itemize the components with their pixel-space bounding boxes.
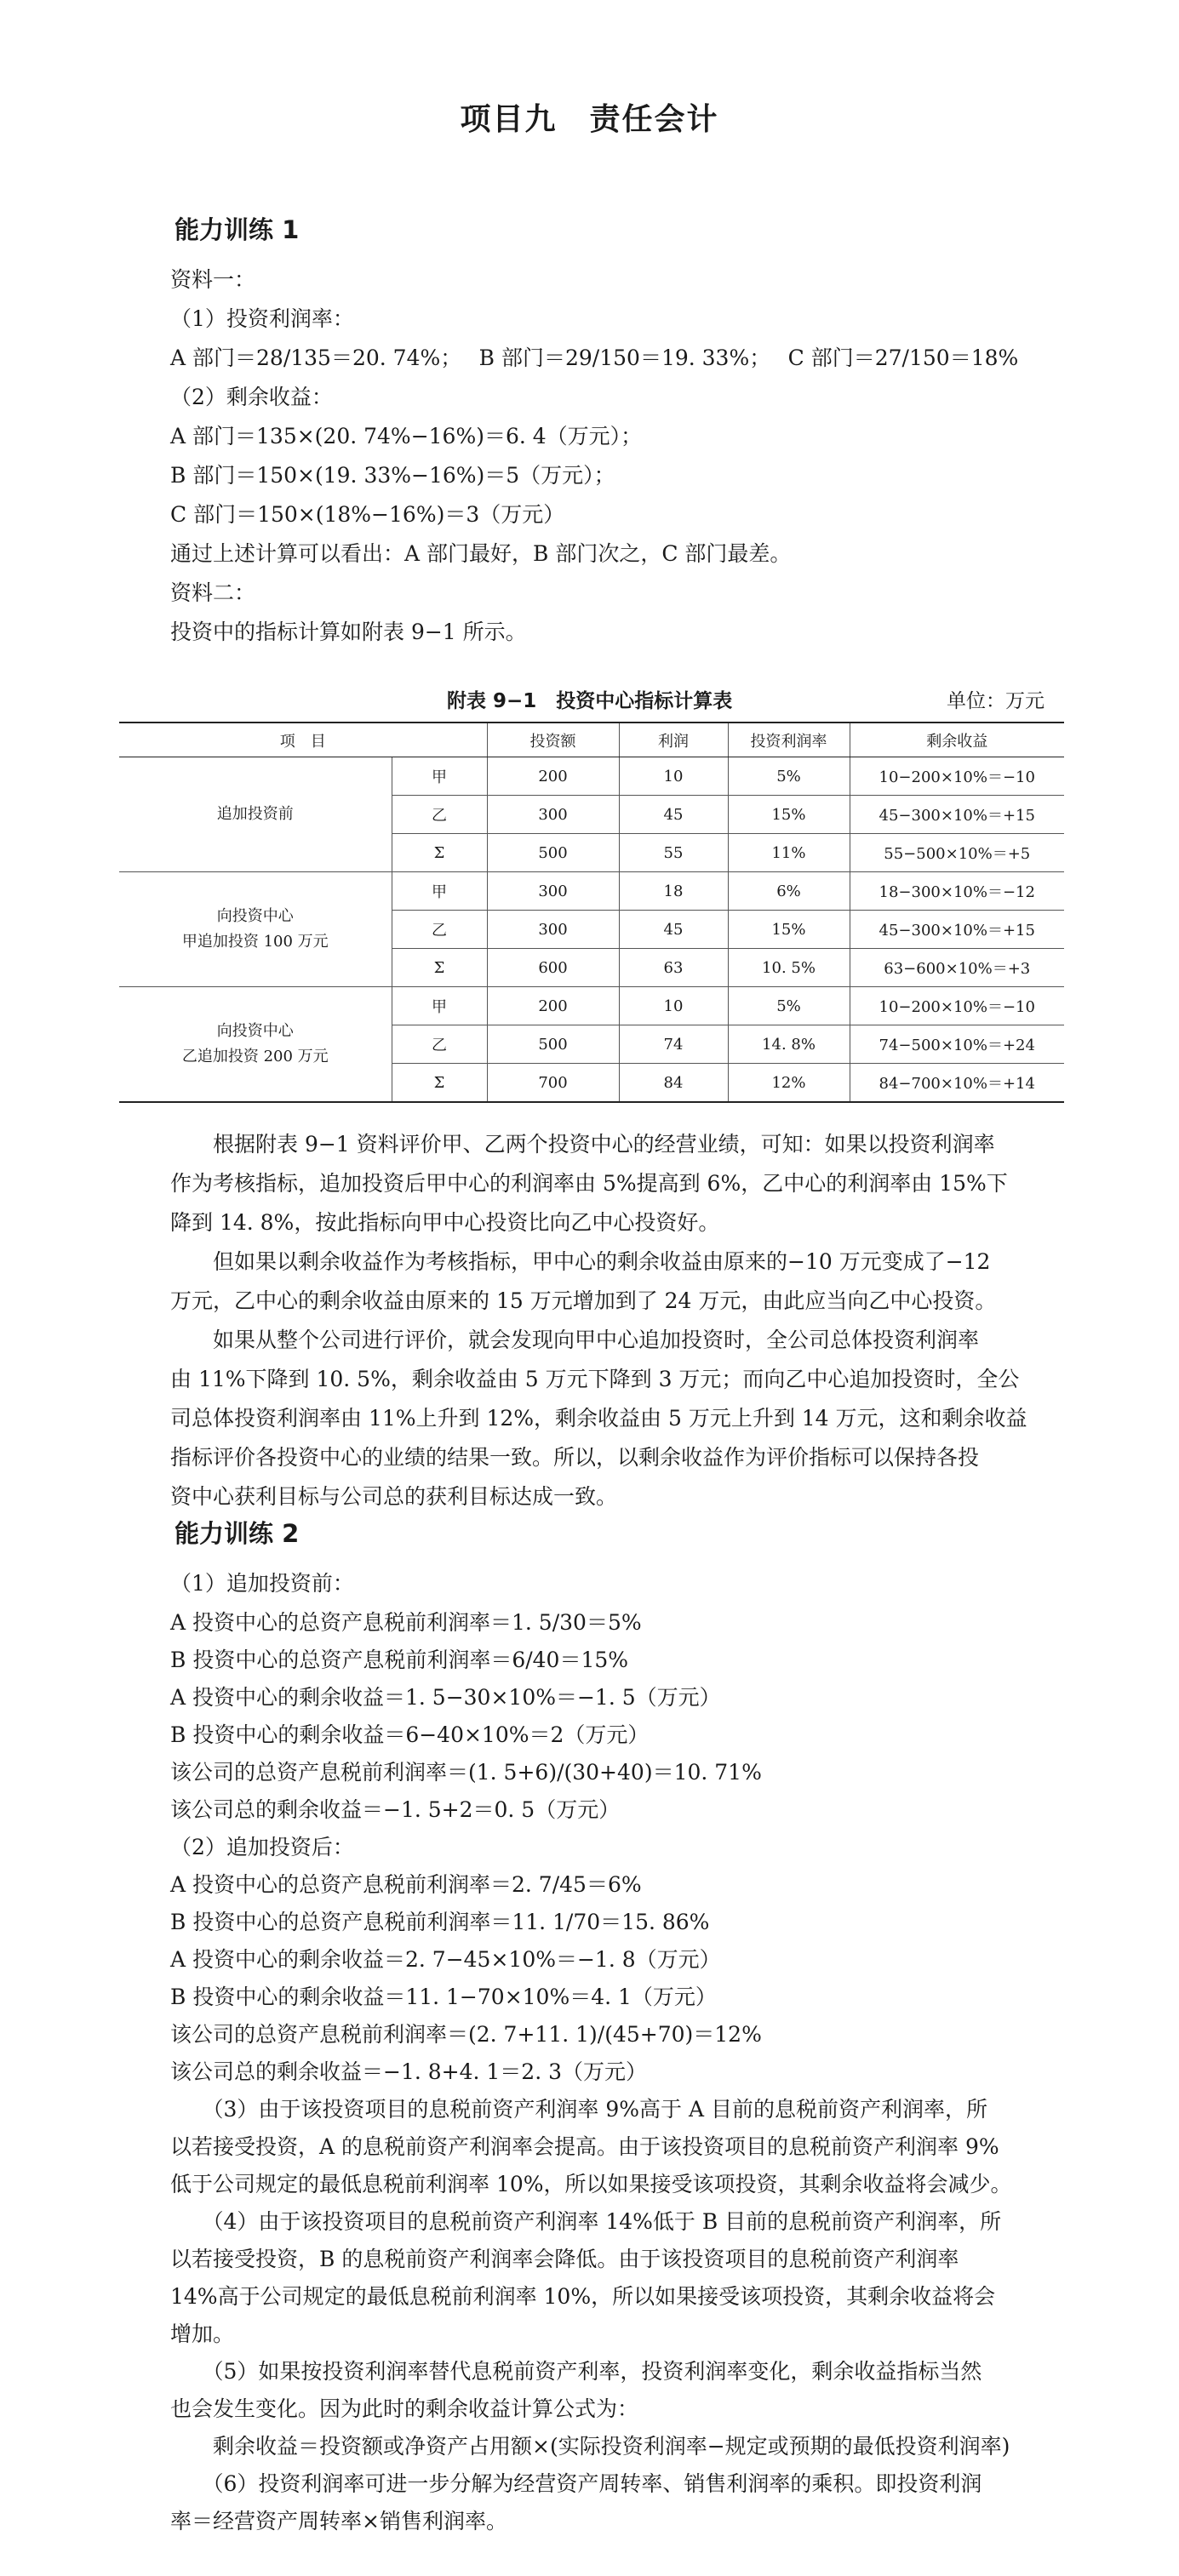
formula-line: 剩余收益＝投资额或净资产占用额×(实际投资利润率−规定或预期的最低投资利润率) [170, 2434, 1010, 2459]
analysis-line: 降到 14. 8%，按此指标向甲中心投资比向乙中心投资好。 [170, 1210, 720, 1235]
analysis-line: 司总体投资利润率由 11%上升到 12%，剩余收益由 5 万元上升到 14 万元，这和剩余收益 [170, 1406, 1027, 1431]
paragraph-line: （4）由于该投资项目的息税前资产利润率 14%低于 B 目前的息税前资产利润率，所 [170, 2209, 1002, 2234]
header-rate: 投资利润率 [728, 723, 850, 757]
section-heading-2: 能力训练 2 [175, 1519, 300, 1548]
cell-residual: 55−500×10%＝+5 [850, 834, 1064, 872]
indicator-table [119, 722, 1064, 1103]
text-line: B 投资中心的总资产息税前利润率＝11. 1/70＝15. 86% [170, 1910, 710, 1934]
cell-invest: 300 [487, 872, 619, 911]
analysis-line: 资中心获利目标与公司总的获利目标达成一致。 [170, 1484, 618, 1509]
cell-profit: 18 [619, 872, 728, 911]
text-line: 该公司的总资产息税前利润率＝(1. 5+6)/(30+40)＝10. 71% [170, 1760, 762, 1785]
paragraph-line: 以若接受投资，B 的息税前资产利润率会降低。由于该投资项目的息税前资产利润率 [170, 2247, 959, 2271]
text-line: A 部门＝135×(20. 74%−16%)＝6. 4（万元）； [170, 424, 643, 448]
text-line: A 投资中心的总资产息税前利润率＝1. 5/30＝5% [170, 1610, 642, 1635]
cell-profit: 45 [619, 911, 728, 949]
cell-residual: 18−300×10%＝−12 [850, 872, 1064, 911]
sub-center: Σ [392, 834, 487, 872]
analysis-line: 根据附表 9−1 资料评价甲、乙两个投资中心的经营业绩，可知：如果以投资利润率 [170, 1132, 995, 1157]
group-label: 追加投资前 [119, 757, 392, 872]
cell-invest: 300 [487, 796, 619, 834]
analysis-line: 指标评价各投资中心的业绩的结果一致。所以，以剩余收益作为评价指标可以保持各投 [170, 1445, 980, 1470]
group-label: 向投资中心 甲追加投资 100 万元 [119, 872, 392, 987]
paragraph-line: 也会发生变化。因为此时的剩余收益计算公式为： [170, 2396, 639, 2421]
text-line: 通过上述计算可以看出：A 部门最好，B 部门次之，C 部门最差。 [170, 541, 792, 566]
text-line: 该公司总的剩余收益＝−1. 5+2＝0. 5（万元） [170, 1797, 621, 1822]
text-line: （1）投资利润率： [170, 306, 354, 331]
paragraph-line: （3）由于该投资项目的息税前资产利润率 9%高于 A 目前的息税前资产利润率，所 [170, 2097, 987, 2122]
cell-profit: 10 [619, 987, 728, 1025]
sub-center: 乙 [392, 911, 487, 949]
analysis-line: 万元，乙中心的剩余收益由原来的 15 万元增加到了 24 万元，由此应当向乙中心投资。 [170, 1288, 997, 1313]
section-heading-1: 能力训练 1 [175, 215, 300, 244]
paragraph-line: 以若接受投资，A 的息税前资产利润率会提高。由于该投资项目的息税前资产利润率 9% [170, 2134, 999, 2159]
cell-profit: 63 [619, 949, 728, 987]
cell-rate: 10. 5% [728, 949, 850, 987]
paragraph-line: （6）投资利润率可进一步分解为经营资产周转率、销售利润率的乘积。即投资利润 [170, 2471, 982, 2496]
text-line: A 投资中心的总资产息税前利润率＝2. 7/45＝6% [170, 1872, 642, 1897]
paragraph-line: 率＝经营资产周转率×销售利润率。 [170, 2509, 507, 2533]
analysis-line: 但如果以剩余收益作为考核指标，甲中心的剩余收益由原来的−10 万元变成了−12 [170, 1249, 991, 1274]
group-label: 向投资中心 乙追加投资 200 万元 [119, 987, 392, 1103]
analysis-line: 作为考核指标，追加投资后甲中心的利润率由 5%提高到 6%，乙中心的利润率由 15%下 [170, 1171, 1008, 1196]
text-line: B 投资中心的剩余收益＝11. 1−70×10%＝4. 1（万元） [170, 1985, 717, 2009]
cell-rate: 14. 8% [728, 1025, 850, 1064]
text-line: （2）剩余收益： [170, 385, 333, 409]
cell-rate: 12% [728, 1064, 850, 1103]
cell-residual: 84−700×10%＝+14 [850, 1064, 1064, 1103]
text-line: 该公司的总资产息税前利润率＝(2. 7+11. 1)/(45+70)＝12% [170, 2022, 762, 2047]
cell-invest: 200 [487, 757, 619, 796]
table-row [119, 987, 1064, 1025]
sub-center: 甲 [392, 872, 487, 911]
sub-center: 乙 [392, 1025, 487, 1064]
text-line: 投资中的指标计算如附表 9−1 所示。 [170, 620, 527, 644]
cell-rate: 5% [728, 757, 850, 796]
cell-profit: 55 [619, 834, 728, 872]
table-row [119, 757, 1064, 796]
cell-rate: 5% [728, 987, 850, 1025]
analysis-line: 如果从整个公司进行评价，就会发现向甲中心追加投资时，全公司总体投资利润率 [170, 1328, 980, 1352]
text-line: B 部门＝150×(19. 33%−16%)＝5（万元）； [170, 463, 615, 488]
text-line: B 投资中心的总资产息税前利润率＝6/40＝15% [170, 1648, 629, 1672]
cell-rate: 15% [728, 796, 850, 834]
cell-invest: 500 [487, 1025, 619, 1064]
cell-residual: 10−200×10%＝−10 [850, 987, 1064, 1025]
paragraph-line: 14%高于公司规定的最低息税前利润率 10%，所以如果接受该项投资，其剩余收益将会 [170, 2284, 996, 2309]
header-residual: 剩余收益 [850, 723, 1064, 757]
text-line: 资料一： [170, 267, 256, 292]
cell-profit: 10 [619, 757, 728, 796]
paragraph-line: 增加。 [170, 2322, 235, 2346]
sub-center: Σ [392, 949, 487, 987]
cell-residual: 45−300×10%＝+15 [850, 796, 1064, 834]
table-header-row [119, 723, 1064, 757]
cell-residual: 63−600×10%＝+3 [850, 949, 1064, 987]
sub-center: 甲 [392, 757, 487, 796]
paragraph-line: 低于公司规定的最低息税前利润率 10%，所以如果接受该项投资，其剩余收益将会减少。 [170, 2172, 1012, 2196]
text-line: A 投资中心的剩余收益＝1. 5−30×10%＝−1. 5（万元） [170, 1685, 721, 1710]
table-caption: 附表 9−1 投资中心指标计算表 [447, 690, 733, 712]
cell-rate: 15% [728, 911, 850, 949]
header-item: 项 目 [119, 723, 487, 757]
analysis-line: 由 11%下降到 10. 5%，剩余收益由 5 万元下降到 3 万元；而向乙中心追加投资时，全公 [170, 1367, 1020, 1391]
cell-profit: 74 [619, 1025, 728, 1064]
cell-residual: 74−500×10%＝+24 [850, 1025, 1064, 1064]
sub-center: Σ [392, 1064, 487, 1103]
text-line: （1）追加投资前： [170, 1571, 354, 1596]
sub-center: 乙 [392, 796, 487, 834]
text-line: A 投资中心的剩余收益＝2. 7−45×10%＝−1. 8（万元） [170, 1947, 721, 1972]
cell-invest: 700 [487, 1064, 619, 1103]
text-line: 资料二： [170, 580, 256, 605]
text-line: 该公司总的剩余收益＝−1. 8+4. 1＝2. 3（万元） [170, 2059, 648, 2084]
text-line: C 部门＝150×(18%−16%)＝3（万元） [170, 502, 565, 527]
page-title: 项目九 责任会计 [460, 102, 719, 137]
cell-profit: 84 [619, 1064, 728, 1103]
text-line: （2）追加投资后： [170, 1835, 354, 1859]
cell-rate: 11% [728, 834, 850, 872]
cell-rate: 6% [728, 872, 850, 911]
cell-residual: 10−200×10%＝−10 [850, 757, 1064, 796]
cell-invest: 300 [487, 911, 619, 949]
cell-residual: 45−300×10%＝+15 [850, 911, 1064, 949]
cell-invest: 200 [487, 987, 619, 1025]
paragraph-line: （5）如果按投资利润率替代息税前资产利率，投资利润率变化，剩余收益指标当然 [170, 2359, 982, 2384]
sub-center: 甲 [392, 987, 487, 1025]
table-row [119, 872, 1064, 911]
cell-profit: 45 [619, 796, 728, 834]
cell-invest: 600 [487, 949, 619, 987]
header-profit: 利润 [619, 723, 728, 757]
table-unit: 单位：万元 [947, 690, 1045, 712]
text-line: B 投资中心的剩余收益＝6−40×10%＝2（万元） [170, 1722, 650, 1747]
text-line: A 部门＝28/135＝20. 74%； B 部门＝29/150＝19. 33%； C 部门＝27/150＝18% [170, 346, 1019, 370]
cell-invest: 500 [487, 834, 619, 872]
header-invest: 投资额 [487, 723, 619, 757]
